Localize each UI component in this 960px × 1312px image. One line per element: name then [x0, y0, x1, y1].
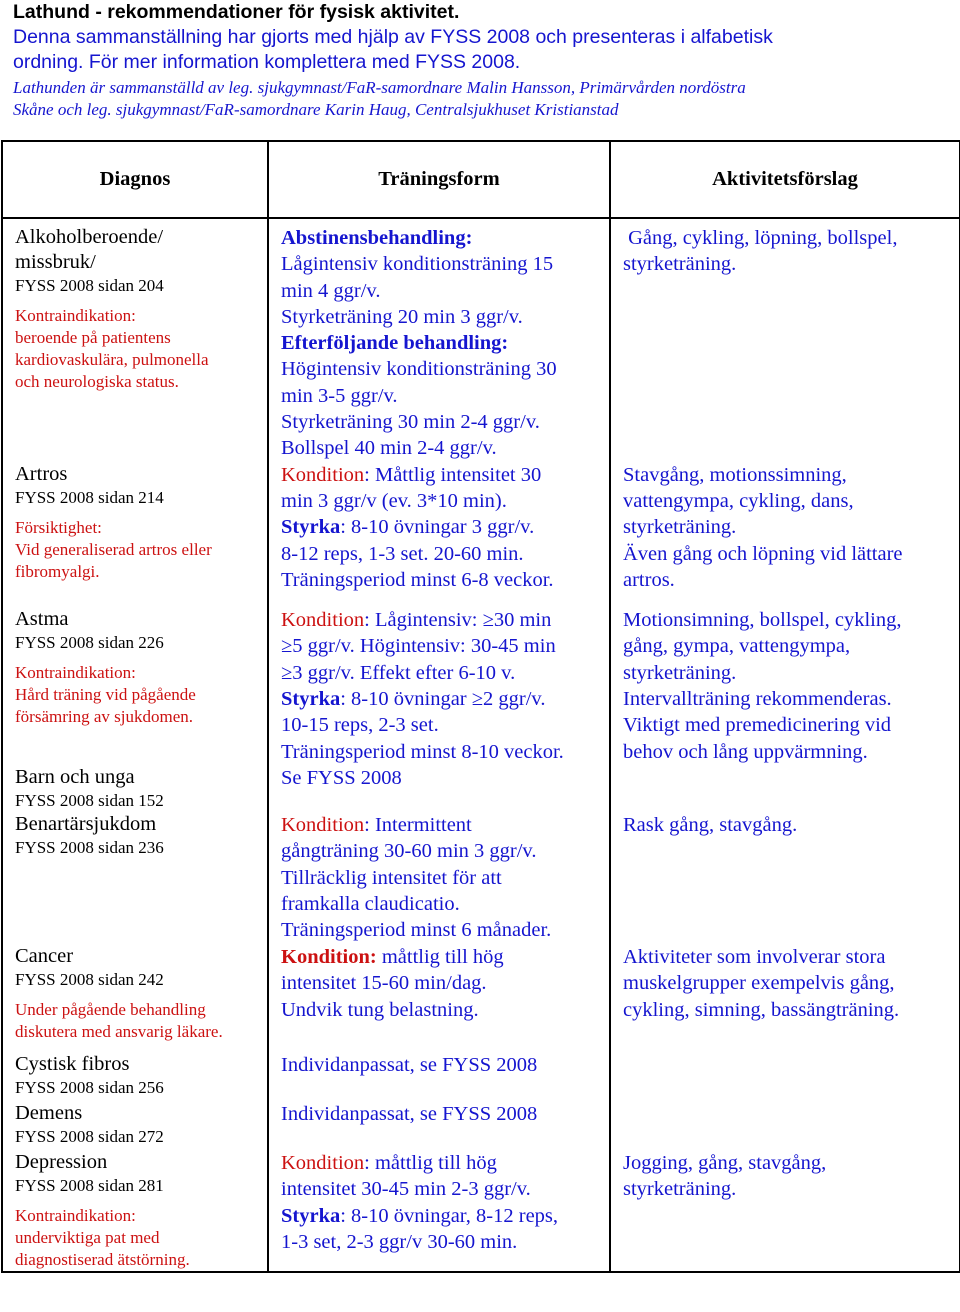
- caution-text: diskutera med ansvarig läkare.: [15, 1021, 223, 1041]
- diagnos-name: Cystisk fibros: [15, 1052, 130, 1075]
- training-text: : måttlig till hög: [364, 1151, 497, 1174]
- activity-text: Stavgång, motionssimning,: [623, 463, 847, 486]
- traningsform-cell: [268, 607, 610, 765]
- activity-text: vattengympa, cykling, dans,: [623, 489, 854, 512]
- training-text: Individanpassat, se FYSS 2008: [281, 1053, 538, 1076]
- table-header-row: [2, 141, 960, 218]
- caution-text: fibromyalgi.: [15, 561, 100, 581]
- training-text: : Måttlig intensitet 30: [364, 463, 542, 486]
- training-text: 1-3 set, 2-3 ggr/v 30-60 min.: [281, 1230, 518, 1253]
- intro-line-2: ordning. För mer information komplettera med FYSS 2008.: [13, 51, 521, 73]
- training-period: Träningsperiod minst 6-8 veckor.: [281, 568, 554, 591]
- traningsform-cell: [268, 462, 610, 593]
- training-text: Undvik tung belastning.: [281, 998, 479, 1021]
- training-text: Högintensiv konditionsträning 30: [281, 358, 557, 381]
- contraindication-text: försämring av sjukdomen.: [15, 707, 193, 727]
- training-text: : Intermittent: [364, 813, 472, 836]
- aktivitet-cell: [610, 225, 960, 462]
- document-title: Lathund - rekommendationer för fysisk aktivitet.: [13, 1, 460, 23]
- authors-line-2: Skåne och leg. sjukgymnast/FaR-samordnare Karin Haug, Centralsjukhuset Kristianstad: [13, 100, 619, 119]
- training-text: min 3 ggr/v (ev. 3*10 min).: [281, 489, 507, 512]
- fyss-reference: FYSS 2008 sidan 236: [15, 837, 164, 857]
- kondition-label: Kondition: [281, 1151, 365, 1174]
- diagnos-cell: [2, 765, 268, 812]
- diagnos-cell: [2, 944, 268, 1052]
- diagnos-name: Astma: [15, 608, 69, 631]
- diagnos-name: Benartärsjukdom: [15, 812, 157, 835]
- aktivitet-cell: [610, 1150, 960, 1272]
- activity-text: Rask gång, stavgång.: [623, 813, 798, 836]
- activity-text: styrketräning.: [623, 253, 737, 276]
- activity-text: styrketräning.: [623, 1178, 737, 1201]
- training-text: Bollspel 40 min 2-4 ggr/v.: [281, 437, 497, 460]
- treatment-heading: Abstinensbehandling:: [281, 227, 473, 249]
- activity-text: Viktigt med premedicinering vid: [623, 714, 892, 737]
- diagnos-cell: [2, 225, 268, 462]
- activity-text: Gång, cykling, löpning, bollspel,: [623, 227, 898, 249]
- table-row-benartarsjukdom: [2, 812, 960, 944]
- aktivitet-cell: [610, 812, 960, 944]
- aktivitet-cell: [610, 462, 960, 593]
- contraindication-text: och neurologiska status.: [15, 372, 179, 391]
- kondition-label: Kondition: [281, 463, 365, 486]
- training-text: 8-12 reps, 1-3 set. 20-60 min.: [281, 542, 524, 565]
- training-text: gångträning 30-60 min 3 ggr/v.: [281, 840, 537, 863]
- training-text: måttlig till hög: [376, 945, 504, 968]
- training-text: Styrketräning 20 min 3 ggr/v.: [281, 305, 523, 328]
- diagnos-name: Alkoholberoende/: [15, 226, 164, 248]
- fyss-reference: FYSS 2008 sidan 281: [15, 1175, 164, 1195]
- activity-text: Aktiviteter som involverar stora: [623, 945, 886, 968]
- traningsform-cell: [268, 225, 610, 462]
- activity-text: Motionsimning, bollspel, cykling,: [623, 609, 902, 632]
- aktivitet-cell: [610, 1052, 960, 1101]
- diagnos-cell: [2, 607, 268, 765]
- contraindication-label: Kontraindikation:: [15, 663, 136, 683]
- traningsform-cell: [268, 944, 610, 1052]
- table-row-demens: [2, 1101, 960, 1150]
- training-text: intensitet 30-45 min 2-3 ggr/v.: [281, 1178, 531, 1201]
- intro-line-1: Denna sammanställning har gjorts med hjälp av FYSS 2008 och presenteras i alfabetisk: [13, 26, 773, 48]
- diagnos-cell: [2, 1150, 268, 1272]
- document-header: [13, 0, 948, 121]
- diagnos-cell: [2, 1052, 268, 1101]
- activity-text: behov och lång uppvärmning.: [623, 740, 868, 763]
- diagnos-name: missbruk/: [15, 251, 96, 273]
- contraindication-label: Kontraindikation:: [15, 1205, 136, 1225]
- diagnos-cell: [2, 812, 268, 944]
- fyss-reference: FYSS 2008 sidan 272: [15, 1126, 164, 1146]
- table-row-cystisk-fibros: [2, 1052, 960, 1101]
- training-text: : 8-10 övningar, 8-12 reps,: [340, 1204, 559, 1227]
- table-row-depression: [2, 1150, 960, 1272]
- styrka-label: Styrka: [281, 516, 341, 539]
- training-text: : Lågintensiv: ≥30 min: [364, 609, 552, 632]
- training-text: Individanpassat, se FYSS 2008: [281, 1102, 538, 1125]
- contraindication-text: beroende på patientens: [15, 328, 171, 347]
- traningsform-cell: [268, 765, 610, 812]
- traningsform-cell: [268, 812, 610, 944]
- table-row-astma: [2, 607, 960, 765]
- training-text: Styrketräning 30 min 2-4 ggr/v.: [281, 411, 540, 434]
- treatment-heading: Efterföljande behandling:: [281, 332, 509, 355]
- training-period: Träningsperiod minst 8-10 veckor.: [281, 740, 564, 763]
- training-text: : 8-10 övningar ≥2 ggr/v.: [340, 688, 546, 711]
- recommendation-table: [1, 140, 960, 1273]
- authors-line-1: Lathunden är sammanställd av leg. sjukgymnast/FaR-samordnare Malin Hansson, Primärvården nordöstra: [13, 78, 746, 97]
- kondition-label: Kondition:: [281, 945, 377, 968]
- training-text: min 3-5 ggr/v.: [281, 384, 398, 407]
- aktivitet-cell: [610, 607, 960, 765]
- aktivitet-cell: [610, 944, 960, 1052]
- training-text: intensitet 15-60 min/dag.: [281, 972, 487, 995]
- activity-text: gång, gympa, vattengympa,: [623, 635, 851, 658]
- diagnos-name: Artros: [15, 462, 68, 485]
- activity-text: Även gång och löpning vid lättare: [623, 542, 903, 565]
- training-text: : 8-10 övningar 3 ggr/v.: [340, 516, 535, 539]
- fyss-reference: FYSS 2008 sidan 204: [15, 276, 164, 295]
- caution-text: Vid generaliserad artros eller: [15, 539, 212, 559]
- table-row-cancer: [2, 944, 960, 1052]
- table-row-artros: [2, 462, 960, 593]
- training-text: framkalla claudicatio.: [281, 892, 460, 915]
- column-header-aktivitetsforslag: Aktivitetsförslag: [610, 141, 960, 218]
- contraindication-text: underviktiga pat med: [15, 1227, 160, 1247]
- column-header-traningsform: Träningsform: [268, 141, 610, 218]
- diagnos-name: Cancer: [15, 944, 74, 967]
- training-text: ≥5 ggr/v. Högintensiv: 30-45 min: [281, 635, 556, 658]
- fyss-reference: FYSS 2008 sidan 256: [15, 1077, 164, 1097]
- aktivitet-cell: [610, 765, 960, 812]
- traningsform-cell: [268, 1052, 610, 1101]
- training-text: Se FYSS 2008: [281, 766, 402, 789]
- contraindication-label: Kontraindikation:: [15, 306, 136, 325]
- contraindication-text: Hård träning vid pågående: [15, 685, 196, 705]
- caution-text: Under pågående behandling: [15, 999, 206, 1019]
- fyss-reference: FYSS 2008 sidan 152: [15, 790, 164, 810]
- diagnos-name: Depression: [15, 1150, 108, 1173]
- activity-text: styrketräning.: [623, 516, 737, 539]
- diagnos-cell: [2, 1101, 268, 1150]
- activity-text: muskelgrupper exempelvis gång,: [623, 972, 895, 995]
- diagnos-cell: [2, 462, 268, 593]
- activity-text: Jogging, gång, stavgång,: [623, 1151, 827, 1174]
- kondition-label: Kondition: [281, 813, 365, 836]
- column-header-diagnos: Diagnos: [2, 141, 268, 218]
- activity-text: artros.: [623, 568, 675, 591]
- training-text: min 4 ggr/v.: [281, 279, 381, 302]
- activity-text: cykling, simning, bassängträning.: [623, 998, 900, 1021]
- training-text: ≥3 ggr/v. Effekt efter 6-10 v.: [281, 661, 516, 684]
- training-text: Lågintensiv konditionsträning 15: [281, 253, 554, 276]
- traningsform-cell: [268, 1150, 610, 1272]
- styrka-label: Styrka: [281, 688, 341, 711]
- fyss-reference: FYSS 2008 sidan 214: [15, 487, 164, 507]
- contraindication-text: kardiovaskulära, pulmonella: [15, 350, 209, 369]
- contraindication-text: diagnostiserad ätstörning.: [15, 1249, 190, 1269]
- activity-text: styrketräning.: [623, 661, 737, 684]
- fyss-reference: FYSS 2008 sidan 226: [15, 633, 164, 653]
- kondition-label: Kondition: [281, 609, 365, 632]
- fyss-reference: FYSS 2008 sidan 242: [15, 969, 164, 989]
- training-text: 10-15 reps, 2-3 set.: [281, 714, 439, 737]
- traningsform-cell: [268, 1101, 610, 1150]
- training-period: Träningsperiod minst 6 månader.: [281, 919, 552, 942]
- caution-label: Försiktighet:: [15, 517, 102, 537]
- aktivitet-cell: [610, 1101, 960, 1150]
- table-row-barn: [2, 765, 960, 812]
- activity-text: Intervallträning rekommenderas.: [623, 688, 892, 711]
- table-row-alkohol: [2, 225, 960, 462]
- diagnos-name: Demens: [15, 1101, 83, 1124]
- styrka-label: Styrka: [281, 1204, 341, 1227]
- diagnos-name: Barn och unga: [15, 765, 135, 788]
- training-text: Tillräcklig intensitet för att: [281, 866, 502, 889]
